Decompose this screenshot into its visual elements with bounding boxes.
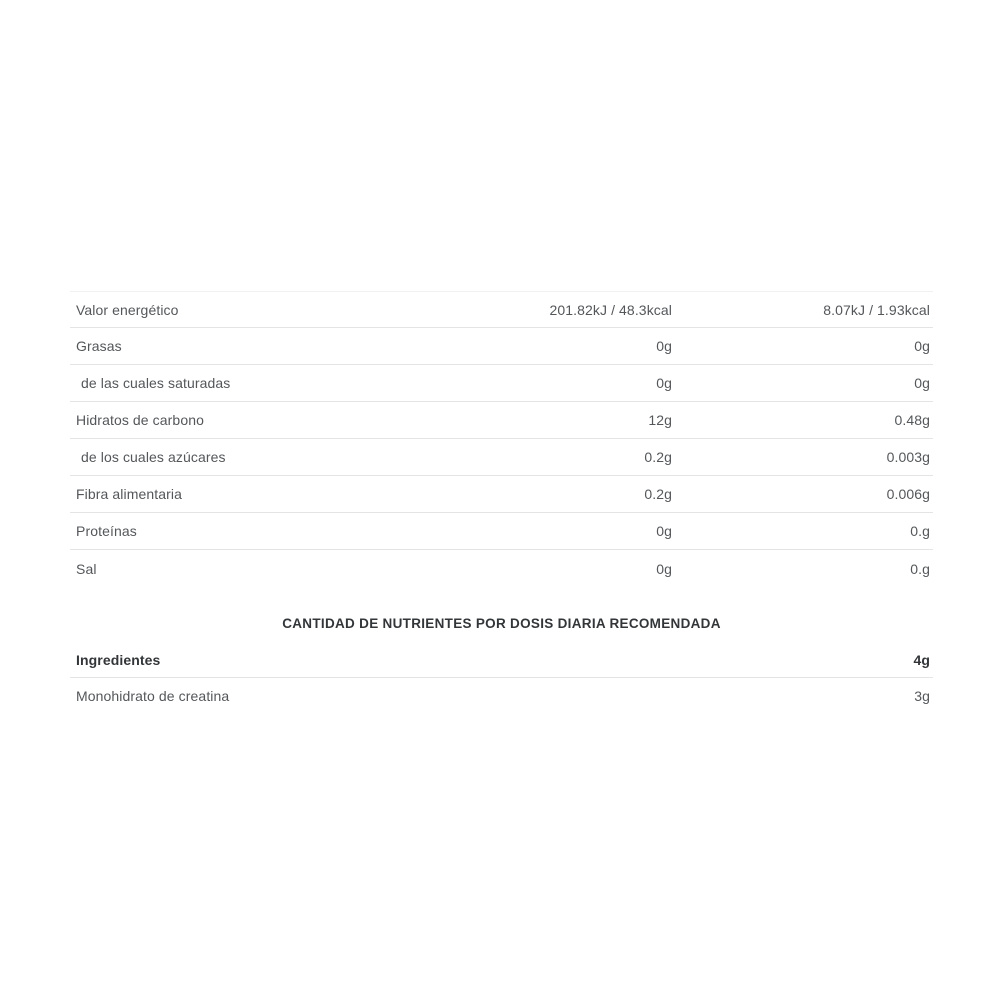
nutrient-value-center: 0g	[656, 560, 672, 577]
ingredients-header-value: 4g	[913, 652, 930, 668]
table-row	[70, 402, 933, 439]
nutrient-value-right: 0g	[914, 375, 930, 391]
nutrient-value-center: 0.2g	[644, 486, 672, 502]
table-row	[70, 439, 933, 476]
table-row	[70, 291, 933, 328]
nutrient-value-center: 0g	[656, 523, 672, 539]
nutrient-label: Valor energético	[76, 301, 179, 318]
nutrient-value-right: 0g	[914, 338, 930, 354]
nutrient-label: Grasas	[76, 338, 122, 354]
nutrient-label: Hidratos de carbono	[76, 412, 204, 428]
nutrient-value-center: 0g	[656, 338, 672, 354]
nutrient-value-right: 0.48g	[894, 412, 930, 428]
nutrient-value-right: 0.g	[910, 523, 930, 539]
nutrition-table	[70, 291, 933, 587]
nutrient-value-center: 0g	[656, 375, 672, 391]
table-row	[70, 513, 933, 550]
table-row	[70, 365, 933, 402]
nutrient-value-right: 0.g	[910, 560, 930, 577]
nutrient-value-center: 0.2g	[644, 449, 672, 465]
table-row	[70, 328, 933, 365]
nutrient-label: Proteínas	[76, 523, 137, 539]
nutrient-label: Sal	[76, 560, 97, 577]
table-row	[70, 476, 933, 513]
ingredients-header-label: Ingredientes	[76, 652, 161, 668]
section-heading: CANTIDAD DE NUTRIENTES POR DOSIS DIARIA RECOMENDADA	[282, 616, 721, 631]
nutrient-label: de los cuales azúcares	[81, 449, 226, 465]
nutrient-value-right: 8.07kJ / 1.93kcal	[823, 301, 930, 318]
table-row	[70, 678, 933, 713]
nutrient-label: Fibra alimentaria	[76, 486, 182, 502]
ingredient-value: 3g	[914, 687, 930, 704]
nutrient-value-center: 12g	[648, 412, 672, 428]
ingredient-name: Monohidrato de creatina	[76, 687, 230, 704]
table-row	[70, 550, 933, 587]
ingredients-table	[70, 643, 933, 713]
nutrition-info-section	[70, 291, 933, 713]
nutrient-value-right: 0.003g	[886, 449, 930, 465]
nutrient-value-right: 0.006g	[886, 486, 930, 502]
nutrient-label: de las cuales saturadas	[81, 375, 231, 391]
table-row	[70, 643, 933, 678]
nutrient-value-center: 201.82kJ / 48.3kcal	[549, 301, 672, 318]
